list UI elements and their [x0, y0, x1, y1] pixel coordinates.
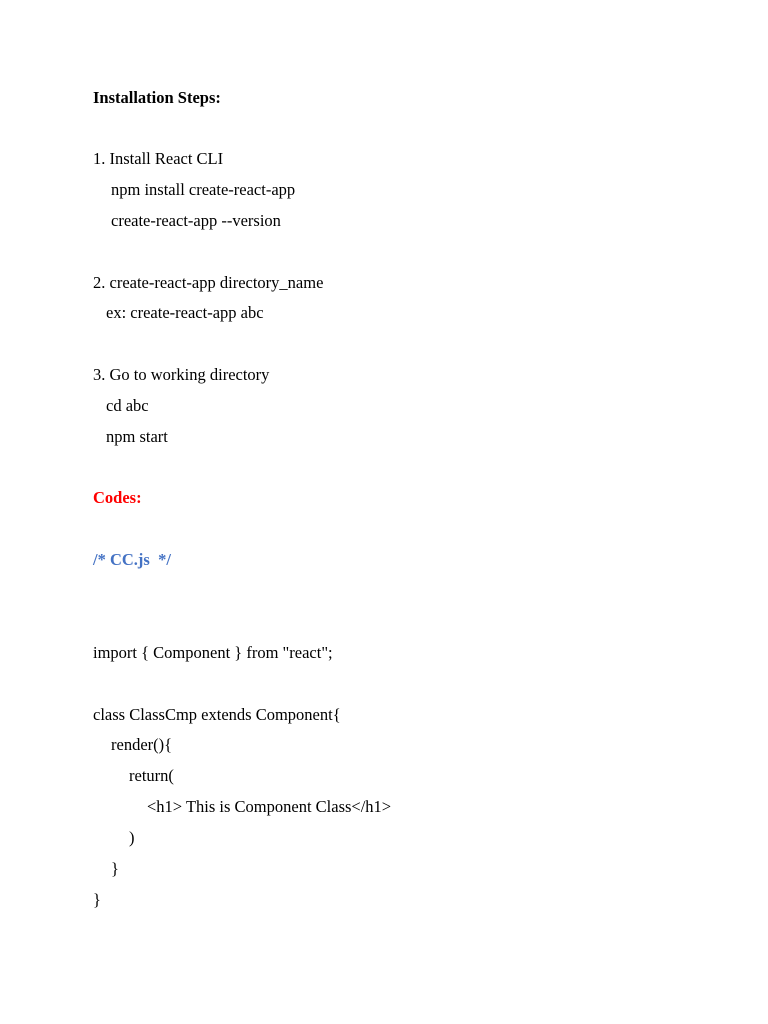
step-1-command-2: create-react-app --version [111, 211, 281, 230]
installation-heading: Installation Steps: [93, 88, 221, 107]
step-3-title: 3. Go to working directory [93, 365, 270, 384]
step-3-command-2: npm start [106, 427, 168, 446]
step-3-command-1: cd abc [106, 396, 149, 415]
code-line-close-paren: ) [129, 828, 135, 847]
code-line-close-class: } [93, 890, 101, 909]
step-2-title: 2. create-react-app directory_name [93, 273, 324, 292]
step-1-command-1: npm install create-react-app [111, 180, 296, 199]
code-line-close-render: } [111, 859, 119, 878]
code-line-jsx: <h1> This is Component Class</h1> [147, 797, 392, 816]
code-line-class: class ClassCmp extends Component{ [93, 705, 341, 724]
code-line-render: render(){ [111, 735, 173, 754]
file-comment: /* CC.js */ [93, 550, 171, 569]
codes-heading: Codes: [93, 488, 142, 507]
step-2-example: ex: create-react-app abc [106, 303, 264, 322]
step-1-title: 1. Install React CLI [93, 149, 224, 168]
code-line-return: return( [129, 766, 174, 785]
code-line-import: import { Component } from "react"; [93, 643, 333, 662]
